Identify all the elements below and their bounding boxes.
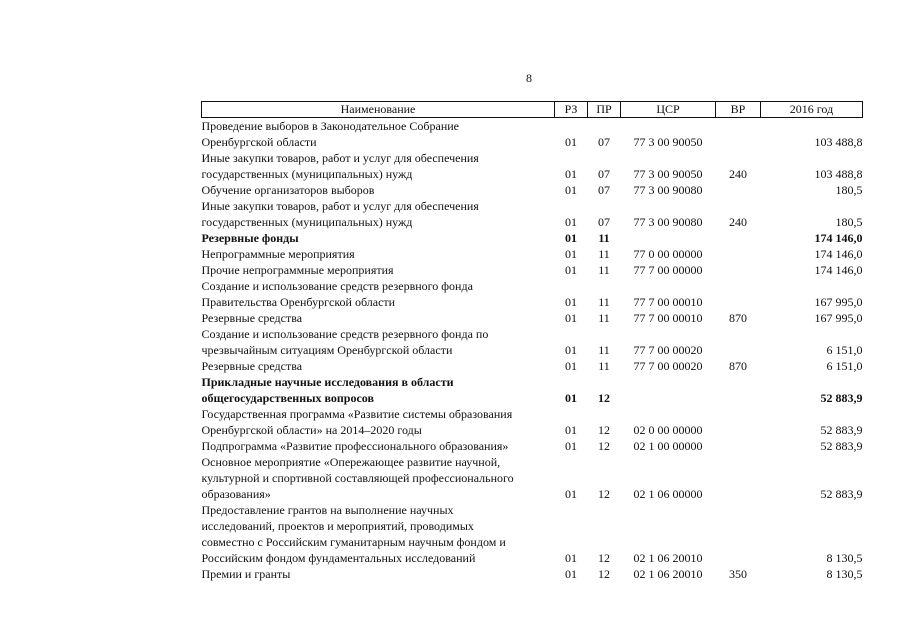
table-row xyxy=(202,310,863,326)
cell-rz xyxy=(555,118,588,135)
cell-rz xyxy=(555,534,588,550)
cell-name: Резервные фонды xyxy=(201,231,299,245)
table-row xyxy=(202,374,863,390)
cell-name: Обучение организаторов выборов xyxy=(201,183,375,197)
table-row xyxy=(202,342,863,358)
table-row xyxy=(202,230,863,246)
cell-vr: 350 xyxy=(729,567,747,581)
cell-vr xyxy=(716,118,761,135)
table-row xyxy=(202,214,863,230)
cell-amount xyxy=(761,278,863,294)
cell-rz xyxy=(555,374,588,390)
cell-name: Оренбургской области xyxy=(201,135,317,149)
cell-pr: 12 xyxy=(598,439,610,453)
cell-name: культурной и спортивной составляющей профессионального xyxy=(201,471,514,485)
cell-pr xyxy=(588,374,621,390)
cell-csr xyxy=(621,326,716,342)
cell-rz xyxy=(555,502,588,518)
table-row xyxy=(202,166,863,182)
cell-rz xyxy=(555,150,588,166)
cell-csr: 77 3 00 90050 xyxy=(633,167,703,181)
cell-vr xyxy=(716,550,761,566)
cell-name: образования» xyxy=(201,487,271,501)
cell-amount xyxy=(761,454,863,470)
cell-rz xyxy=(555,406,588,422)
table-row xyxy=(202,566,863,582)
table-row xyxy=(202,486,863,502)
cell-pr: 12 xyxy=(598,423,610,437)
cell-csr: 77 7 00 00020 xyxy=(633,359,703,373)
table-row xyxy=(202,326,863,342)
cell-amount: 52 883,9 xyxy=(820,391,863,405)
table-row xyxy=(202,198,863,214)
cell-rz: 01 xyxy=(565,215,577,229)
header-amount: 2016 год xyxy=(761,102,863,118)
cell-rz: 01 xyxy=(565,567,577,581)
cell-pr: 11 xyxy=(598,247,610,261)
cell-amount: 167 995,0 xyxy=(814,311,863,325)
cell-csr: 77 3 00 90080 xyxy=(633,215,703,229)
cell-name: исследований, проектов и мероприятий, проводимых xyxy=(201,519,474,533)
cell-vr xyxy=(716,230,761,246)
cell-rz: 01 xyxy=(565,551,577,565)
cell-name: чрезвычайным ситуациям Оренбургской области xyxy=(201,343,453,357)
cell-vr: 240 xyxy=(729,167,747,181)
cell-rz xyxy=(555,470,588,486)
cell-csr xyxy=(621,390,716,406)
cell-amount: 180,5 xyxy=(835,183,863,197)
cell-csr: 02 0 00 00000 xyxy=(633,423,703,437)
header-csr: ЦСР xyxy=(621,102,716,118)
cell-amount: 52 883,9 xyxy=(820,439,863,453)
cell-csr xyxy=(621,470,716,486)
cell-vr xyxy=(716,390,761,406)
cell-vr xyxy=(716,438,761,454)
cell-pr xyxy=(588,326,621,342)
cell-amount xyxy=(761,198,863,214)
cell-rz: 01 xyxy=(565,135,577,149)
cell-name: Оренбургской области» на 2014–2020 годы xyxy=(201,423,422,437)
cell-csr xyxy=(621,454,716,470)
cell-name: Резервные средства xyxy=(201,359,303,373)
cell-amount xyxy=(761,406,863,422)
cell-name: Создание и использование средств резервного фонда по xyxy=(201,327,489,341)
cell-amount: 174 146,0 xyxy=(814,247,863,261)
cell-amount: 8 130,5 xyxy=(826,567,863,581)
table-row xyxy=(202,502,863,518)
table-row xyxy=(202,150,863,166)
cell-vr xyxy=(716,534,761,550)
cell-csr: 77 7 00 00000 xyxy=(633,263,703,277)
cell-amount: 8 130,5 xyxy=(826,551,863,565)
table-row xyxy=(202,406,863,422)
cell-csr: 02 1 06 00000 xyxy=(633,487,703,501)
cell-name: Резервные средства xyxy=(201,311,303,325)
cell-name: Основное мероприятие «Опережающее развитие научной, xyxy=(201,455,501,469)
cell-vr xyxy=(716,470,761,486)
table-row xyxy=(202,118,863,135)
table-row xyxy=(202,454,863,470)
cell-amount xyxy=(761,534,863,550)
cell-rz: 01 xyxy=(565,359,577,373)
cell-pr xyxy=(588,518,621,534)
cell-pr xyxy=(588,118,621,135)
cell-pr xyxy=(588,470,621,486)
table-row xyxy=(202,550,863,566)
table-row xyxy=(202,246,863,262)
cell-pr xyxy=(588,150,621,166)
cell-pr xyxy=(588,406,621,422)
page-number: 8 xyxy=(526,71,532,85)
cell-pr: 07 xyxy=(598,183,610,197)
header-pr: ПР xyxy=(588,102,621,118)
cell-amount xyxy=(761,150,863,166)
cell-vr xyxy=(716,342,761,358)
cell-amount: 52 883,9 xyxy=(820,423,863,437)
cell-pr: 12 xyxy=(598,567,610,581)
cell-rz: 01 xyxy=(565,343,577,357)
cell-name: совместно с Российским гуманитарным научным фондом и xyxy=(201,535,506,549)
header-row xyxy=(202,102,863,118)
cell-amount: 180,5 xyxy=(835,215,863,229)
cell-name: Российским фондом фундаментальных исследований xyxy=(201,551,476,565)
table-row xyxy=(202,390,863,406)
cell-amount: 167 995,0 xyxy=(814,295,863,309)
cell-amount: 103 488,8 xyxy=(814,167,863,181)
cell-amount: 6 151,0 xyxy=(826,343,863,357)
cell-rz: 01 xyxy=(565,487,577,501)
cell-name: Подпрограмма «Развитие профессионального образования» xyxy=(201,439,509,453)
cell-vr xyxy=(716,422,761,438)
cell-name: Проведение выборов в Законодательное Собрание xyxy=(201,119,459,133)
cell-csr xyxy=(621,518,716,534)
cell-csr xyxy=(621,230,716,246)
cell-csr: 77 7 00 00010 xyxy=(633,295,703,309)
cell-pr xyxy=(588,534,621,550)
cell-pr: 11 xyxy=(598,295,610,309)
header-rz: РЗ xyxy=(555,102,588,118)
table-row xyxy=(202,262,863,278)
cell-rz: 01 xyxy=(565,247,577,261)
cell-rz: 01 xyxy=(565,391,577,405)
cell-pr: 07 xyxy=(598,167,610,181)
cell-pr xyxy=(588,502,621,518)
cell-amount xyxy=(761,518,863,534)
cell-rz: 01 xyxy=(565,439,577,453)
cell-vr xyxy=(716,502,761,518)
table-row xyxy=(202,294,863,310)
cell-name: Государственная программа «Развитие системы образования xyxy=(201,407,513,421)
cell-csr xyxy=(621,278,716,294)
table-row xyxy=(202,134,863,150)
cell-amount: 52 883,9 xyxy=(820,487,863,501)
table-row xyxy=(202,358,863,374)
cell-pr: 12 xyxy=(598,391,610,405)
cell-csr xyxy=(621,502,716,518)
cell-rz: 01 xyxy=(565,167,577,181)
cell-vr xyxy=(716,182,761,198)
cell-amount: 174 146,0 xyxy=(814,231,863,245)
cell-amount: 174 146,0 xyxy=(814,263,863,277)
cell-name: Непрограммные мероприятия xyxy=(201,247,355,261)
table-row xyxy=(202,182,863,198)
cell-csr xyxy=(621,534,716,550)
cell-rz: 01 xyxy=(565,263,577,277)
table-row xyxy=(202,422,863,438)
cell-vr xyxy=(716,278,761,294)
cell-vr xyxy=(716,294,761,310)
cell-pr: 11 xyxy=(598,311,610,325)
cell-name: Создание и использование средств резервного фонда xyxy=(201,279,473,293)
cell-csr: 77 7 00 00020 xyxy=(633,343,703,357)
cell-name: Иные закупки товаров, работ и услуг для обеспечения xyxy=(201,151,479,165)
cell-vr: 870 xyxy=(729,359,747,373)
cell-csr xyxy=(621,374,716,390)
cell-vr xyxy=(716,134,761,150)
table-row xyxy=(202,470,863,486)
cell-vr xyxy=(716,518,761,534)
cell-amount: 103 488,8 xyxy=(814,135,863,149)
cell-csr xyxy=(621,406,716,422)
cell-vr xyxy=(716,262,761,278)
cell-name: Прочие непрограммные мероприятия xyxy=(201,263,394,277)
cell-name: государственных (муниципальных) нужд xyxy=(201,215,413,229)
cell-csr: 02 1 06 20010 xyxy=(633,567,703,581)
cell-pr: 11 xyxy=(598,231,610,245)
cell-pr: 12 xyxy=(598,487,610,501)
cell-name: Правительства Оренбургской области xyxy=(201,295,396,309)
cell-vr xyxy=(716,486,761,502)
table-body xyxy=(202,118,863,583)
cell-pr xyxy=(588,198,621,214)
cell-rz xyxy=(555,518,588,534)
header-name: Наименование xyxy=(202,102,555,118)
cell-name: Премии и гранты xyxy=(201,567,291,581)
cell-pr: 07 xyxy=(598,135,610,149)
cell-pr: 11 xyxy=(598,359,610,373)
cell-pr: 12 xyxy=(598,551,610,565)
cell-rz: 01 xyxy=(565,231,577,245)
cell-csr: 77 3 00 90080 xyxy=(633,183,703,197)
cell-vr xyxy=(716,374,761,390)
cell-csr: 02 1 00 00000 xyxy=(633,439,703,453)
cell-rz: 01 xyxy=(565,311,577,325)
table-row xyxy=(202,278,863,294)
cell-amount xyxy=(761,470,863,486)
header-vr: ВР xyxy=(716,102,761,118)
cell-rz: 01 xyxy=(565,183,577,197)
cell-vr xyxy=(716,198,761,214)
cell-vr xyxy=(716,150,761,166)
cell-amount: 6 151,0 xyxy=(826,359,863,373)
cell-vr xyxy=(716,246,761,262)
cell-vr: 870 xyxy=(729,311,747,325)
table-row xyxy=(202,534,863,550)
cell-amount xyxy=(761,326,863,342)
cell-amount xyxy=(761,118,863,135)
cell-pr: 11 xyxy=(598,263,610,277)
cell-rz xyxy=(555,326,588,342)
cell-csr: 02 1 06 20010 xyxy=(633,551,703,565)
cell-csr: 77 7 00 00010 xyxy=(633,311,703,325)
cell-amount xyxy=(761,502,863,518)
budget-table xyxy=(201,101,863,582)
cell-rz: 01 xyxy=(565,295,577,309)
cell-csr: 77 0 00 00000 xyxy=(633,247,703,261)
cell-name: общегосударственных вопросов xyxy=(201,391,374,405)
cell-vr xyxy=(716,326,761,342)
cell-vr xyxy=(716,454,761,470)
table-row xyxy=(202,438,863,454)
cell-csr: 77 3 00 90050 xyxy=(633,135,703,149)
cell-name: Предоставление грантов на выполнение научных xyxy=(201,503,454,517)
cell-name: государственных (муниципальных) нужд xyxy=(201,167,413,181)
cell-pr xyxy=(588,278,621,294)
table-row xyxy=(202,518,863,534)
cell-vr xyxy=(716,406,761,422)
cell-pr xyxy=(588,454,621,470)
cell-rz: 01 xyxy=(565,423,577,437)
cell-csr xyxy=(621,198,716,214)
cell-csr xyxy=(621,150,716,166)
cell-rz xyxy=(555,454,588,470)
cell-vr: 240 xyxy=(729,215,747,229)
cell-pr: 07 xyxy=(598,215,610,229)
cell-rz xyxy=(555,278,588,294)
table-header xyxy=(202,102,863,118)
cell-pr: 11 xyxy=(598,343,610,357)
cell-amount xyxy=(761,374,863,390)
cell-name: Прикладные научные исследования в области xyxy=(201,375,454,389)
cell-name: Иные закупки товаров, работ и услуг для обеспечения xyxy=(201,199,479,213)
cell-rz xyxy=(555,198,588,214)
cell-csr xyxy=(621,118,716,135)
